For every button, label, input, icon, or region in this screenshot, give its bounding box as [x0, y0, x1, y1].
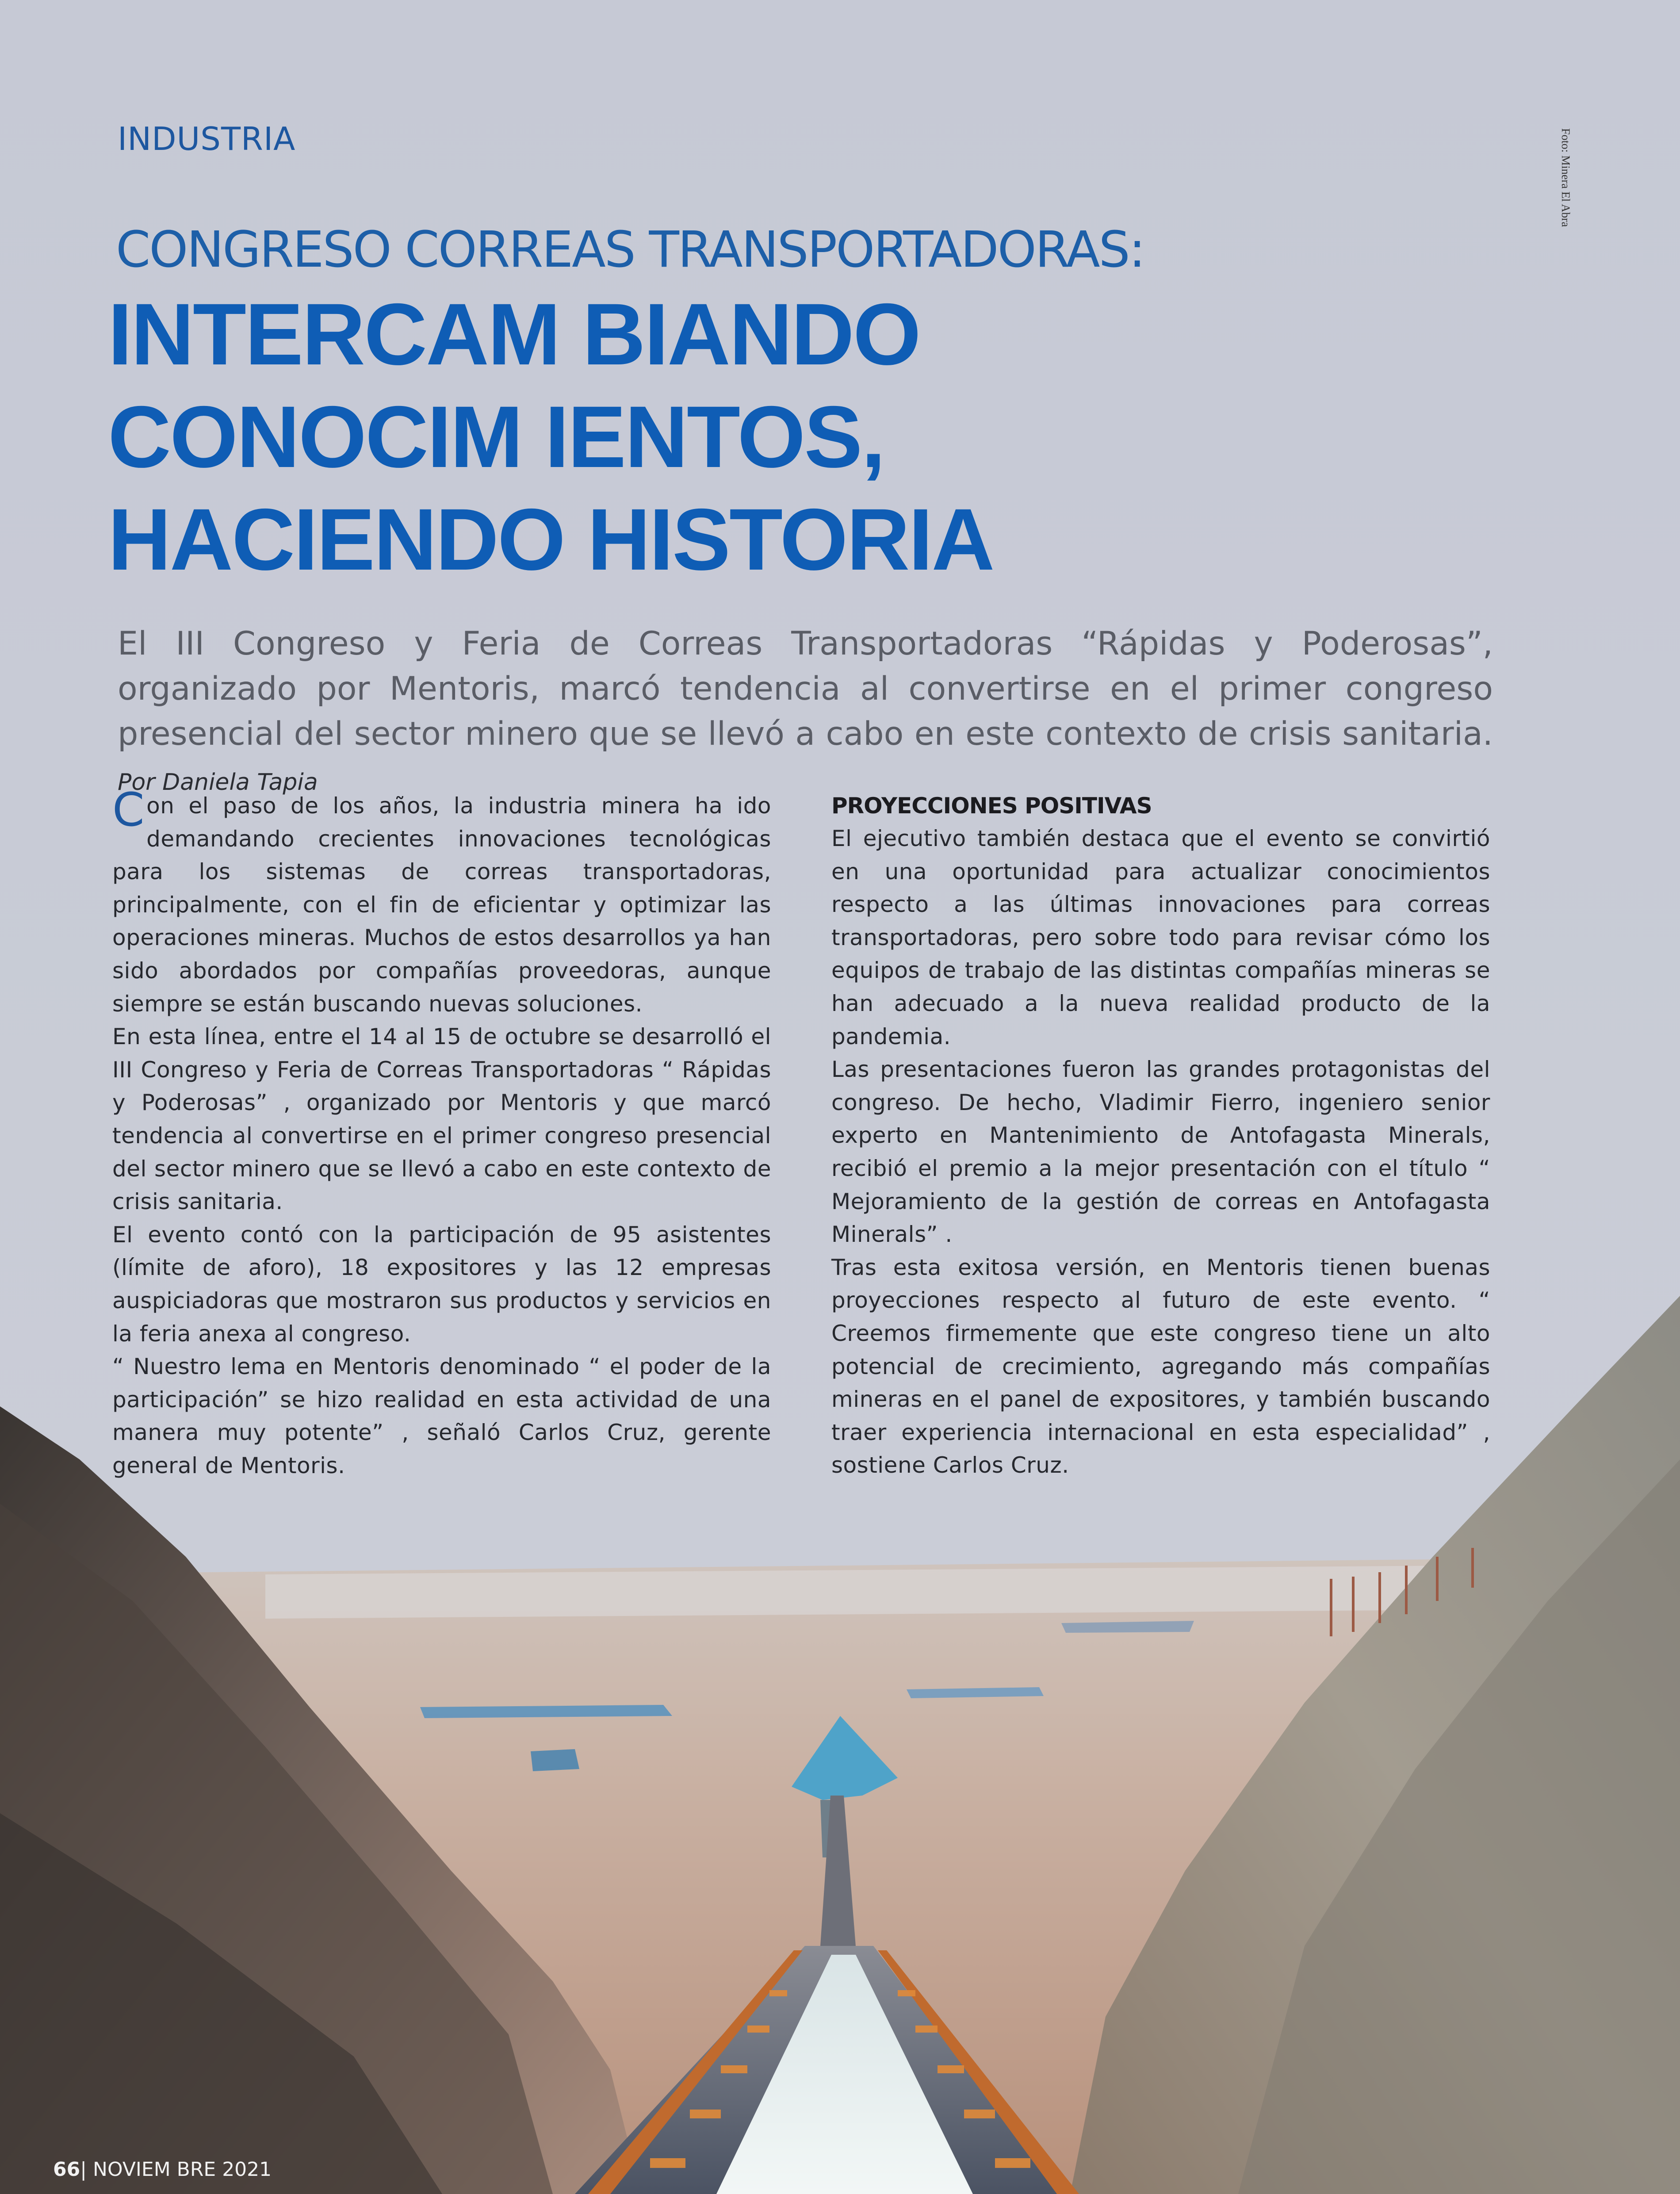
- headline-line: INTERCAM BIANDO: [108, 285, 920, 383]
- right-column: [831, 789, 1490, 1482]
- section-subhead: PROYECCIONES POSITIVAS: [831, 793, 1152, 819]
- paragraph: El ejecutivo también destaca que el evento se convirtió en una oportunidad para actualizar conocimientos respecto a las últimas innovaciones para correas transportadoras, pero sobre todo para revisar cómo los equipos de trabajo de las distintas compañías mineras se han adecuado a la nueva realidad producto de la pandemia.: [831, 826, 1490, 1049]
- page-number: 66: [53, 2158, 80, 2181]
- paragraph: [112, 783, 771, 1020]
- paragraph: Las presentaciones fueron las grandes protagonistas del congreso. De hecho, Vladimir Fierro, ingeniero senior experto en Mantenimiento de Antofagasta Minerals, recibió el premio a la mejor presentación con el título “ Mejoramiento de la gestión de correas en Antofagasta Minerals” .: [831, 1057, 1490, 1248]
- byline: Por Daniela Tapia: [118, 769, 318, 796]
- dropcap: C: [112, 783, 145, 837]
- paragraph: Tras esta exitosa versión, en Mentoris tienen buenas proyecciones respecto al futuro de este evento. “ Creemos firmemente que este congreso tiene un alto potencial de crecimiento, agregando más compañías mineras en el panel de expositores, y también buscando traer experiencia internacional en esta especialidad” , sostiene Carlos Cruz.: [831, 1254, 1490, 1478]
- paragraph: En esta línea, entre el 14 al 15 de octubre se desarrolló el III Congreso y Feria de Correas Transportadoras “ Rápidas y Poderosas” , organizado por Mentoris y que marcó tendencia al convertirse en el primer congreso presencial del sector minero que se llevó a cabo en este contexto de crisis sanitaria.: [112, 1024, 771, 1215]
- section-label: INDUSTRIA: [118, 120, 296, 157]
- photo-credit: Foto: Minera El Abra: [1559, 128, 1572, 227]
- article-lead: [118, 621, 1493, 805]
- article-headline: [108, 283, 1302, 591]
- headline-line: CONOCIM IENTOS,: [108, 388, 884, 486]
- page-footer: [53, 2158, 272, 2181]
- paragraph: El evento contó con la participación de 95 asistentes (límite de aforo), 18 expositores y las 12 empresas auspiciadoras que mostraron sus productos y servicios en la feria anexa al congreso.: [112, 1221, 771, 1347]
- paragraph-text: on el paso de los años, la industria minera ha ido demandando crecientes innovaciones tecnológicas para los sistemas de correas transportadoras, principalmente, con el fin de eficientar y optimizar las operaciones mineras. Muchos de estos desarrollos ya han sido abordados por compañías proveedoras, aunque siempre se están buscando nuevas soluciones.: [112, 793, 771, 1017]
- lead-text: El III Congreso y Feria de Correas Transportadoras “Rápidas y Poderosas”, organizado por Mentoris, marcó tendencia al convertirse en el primer congreso presencial del sector minero que se llevó a cabo en este contexto de crisis sanitaria.: [118, 625, 1493, 753]
- paragraph: “ Nuestro lema en Mentoris denominado “ el poder de la participación” se hizo realidad en esta actividad de una manera muy potente” , señaló Carlos Cruz, gerente general de Mentoris.: [112, 1354, 771, 1478]
- article-kicker: CONGRESO CORREAS TRANSPORTADORAS:: [116, 221, 1144, 279]
- left-column: [112, 783, 771, 1482]
- issue-date: | NOVIEM BRE 2021: [80, 2158, 272, 2181]
- headline-line: HACIENDO HISTORIA: [108, 490, 994, 588]
